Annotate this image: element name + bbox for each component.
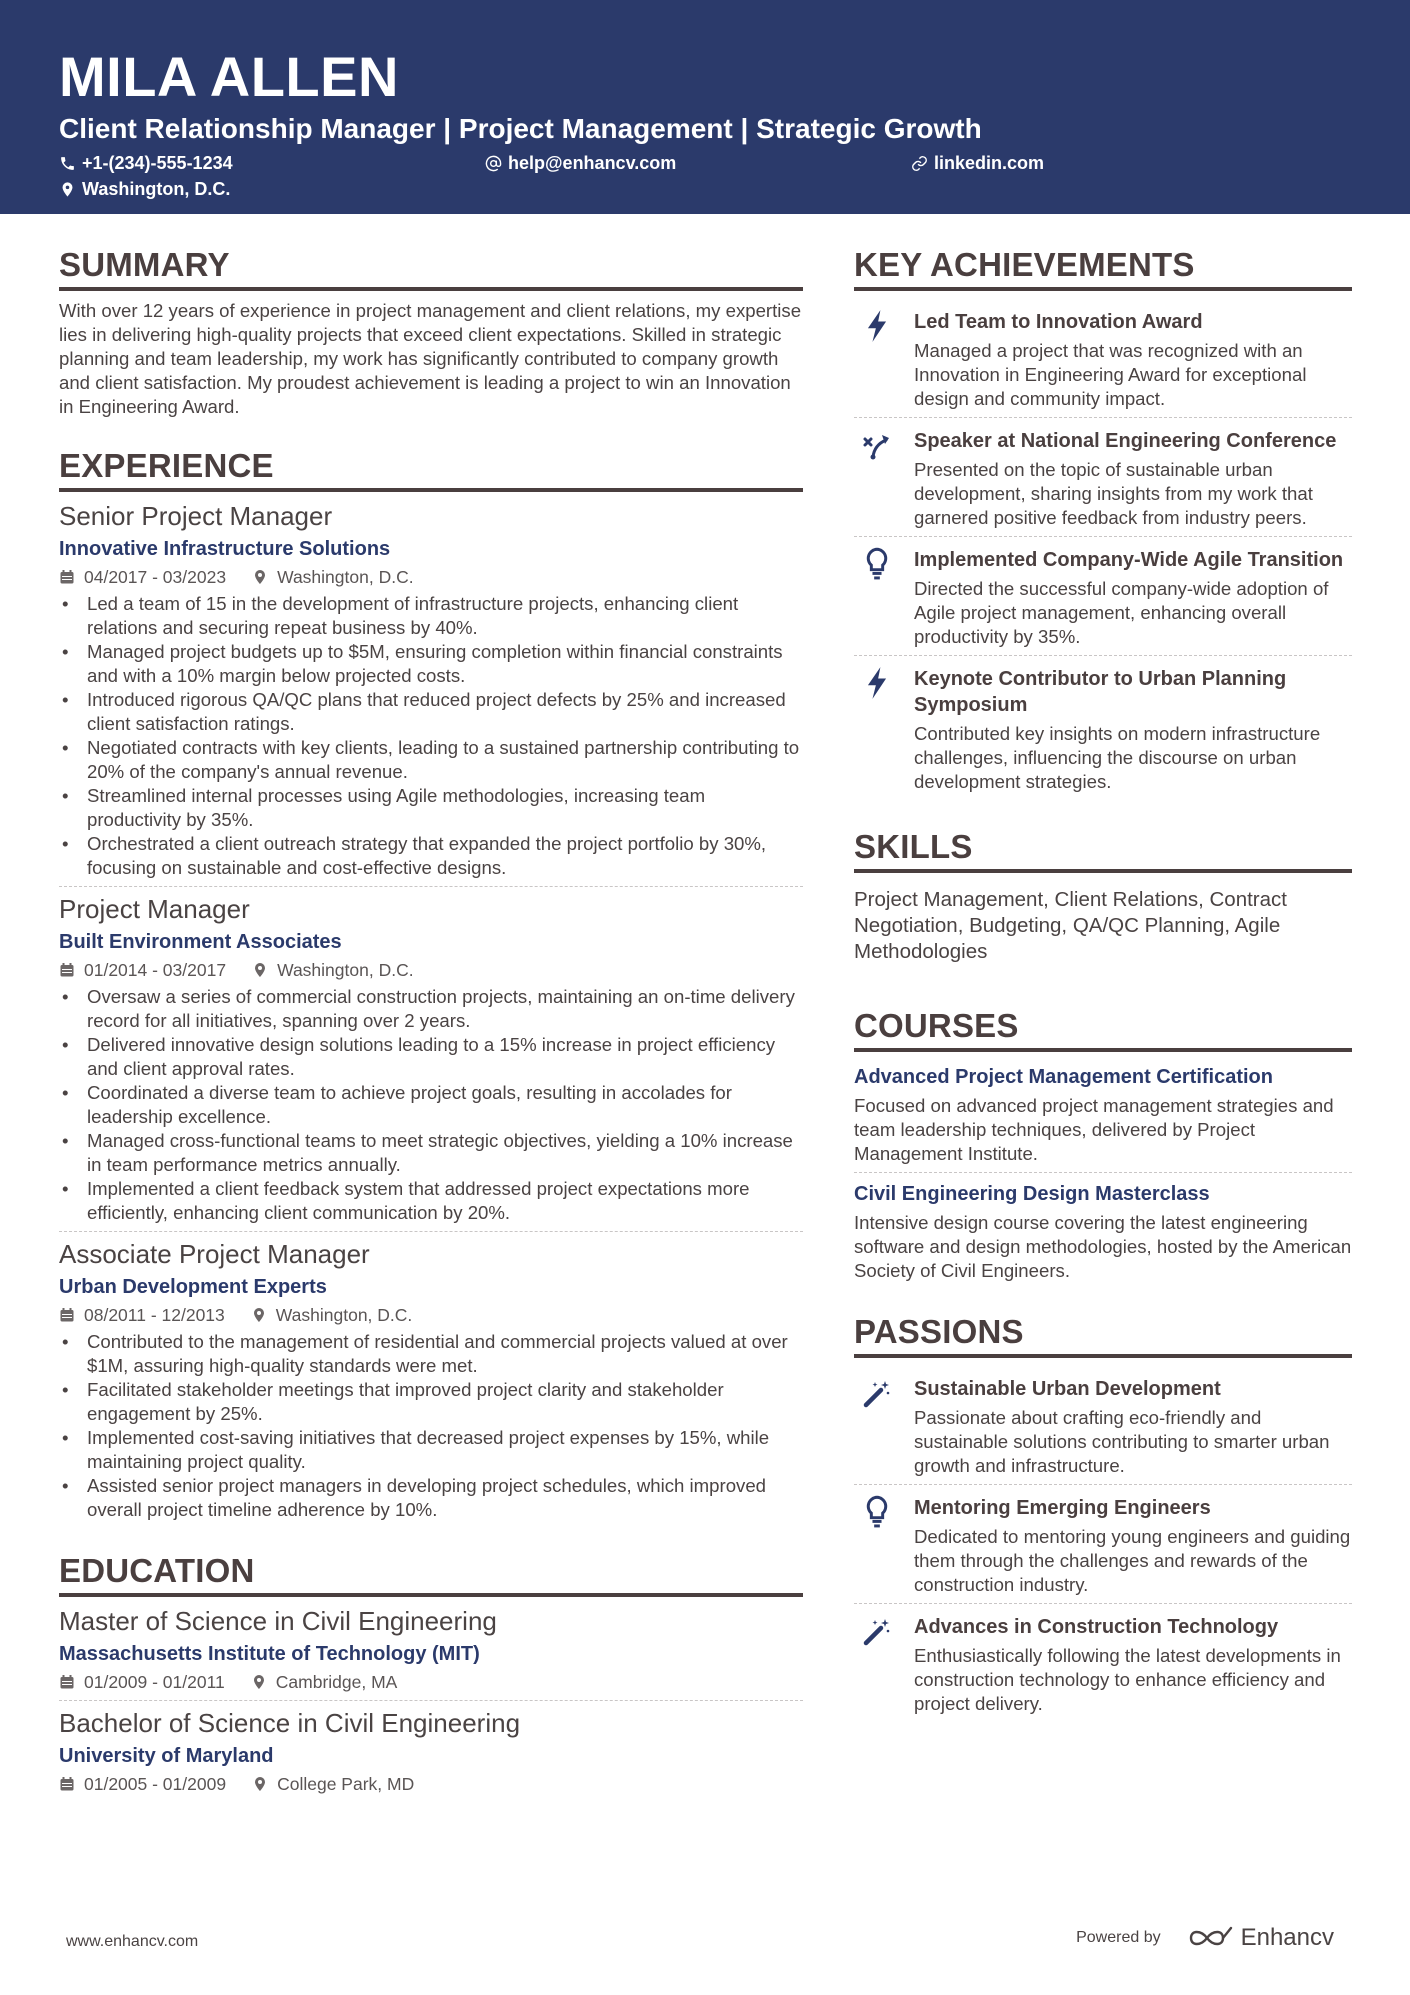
- job-bullets: [59, 592, 803, 880]
- bullet-item: • Contributed to the management of residential and commercial projects valued at over $1M, assuring high-quality standards were met.: [59, 1330, 803, 1378]
- achievement-title: Speaker at National Engineering Conference: [914, 430, 1337, 452]
- location-pin-icon: [59, 181, 76, 198]
- school: Massachusetts Institute of Technology (MIT): [59, 1643, 480, 1665]
- divider: [59, 1231, 803, 1232]
- job-location: Washington, D.C.: [277, 567, 414, 587]
- location-pin-icon: [251, 1674, 267, 1690]
- lightning-icon: [862, 666, 892, 700]
- job-role: Associate Project Manager: [59, 1239, 370, 1269]
- enhancv-logo[interactable]: [1187, 1924, 1334, 1952]
- education-section: [59, 1552, 803, 1796]
- education-entry: [59, 1707, 803, 1796]
- powered-by-label: Powered by: [1076, 1929, 1161, 1946]
- job-company: Urban Development Experts: [59, 1276, 327, 1298]
- job-role: Project Manager: [59, 894, 250, 924]
- education-entry: [59, 1605, 803, 1701]
- job-dates: 01/2014 - 03/2017: [84, 960, 227, 980]
- achievement-title: Implemented Company-Wide Agile Transition: [914, 549, 1344, 571]
- linkedin-text: linkedin.com: [934, 152, 1045, 173]
- brand-name: Enhancv: [1240, 1924, 1334, 1951]
- summary-section: [59, 246, 803, 419]
- email-contact[interactable]: [485, 151, 676, 175]
- location-contact: [59, 177, 230, 201]
- phone-text: +1-(234)-555-1234: [82, 152, 233, 173]
- passion-desc: Passionate about crafting eco-friendly and sustainable solutions contributing to smarter urban growth and infrastructure.: [914, 1407, 1330, 1476]
- job-location: Washington, D.C.: [277, 960, 414, 980]
- footer-website[interactable]: www.enhancv.com: [66, 1933, 199, 1950]
- education-dates: 01/2005 - 01/2009: [84, 1774, 227, 1794]
- education-meta: [59, 1670, 803, 1694]
- course-desc: Focused on advanced project management strategies and team leadership techniques, delivered by Project Management Institute.: [854, 1095, 1334, 1164]
- school: University of Maryland: [59, 1745, 274, 1767]
- location-pin-icon: [252, 1776, 268, 1792]
- enhancv-logo-icon: [1187, 1924, 1235, 1952]
- education-location: College Park, MD: [277, 1774, 415, 1794]
- calendar-icon: [59, 1776, 75, 1792]
- job-meta: [59, 958, 803, 982]
- achievement-item: [854, 656, 1352, 800]
- experience-entry: [59, 893, 803, 1232]
- job-role: Senior Project Manager: [59, 501, 333, 531]
- degree: Bachelor of Science in Civil Engineering: [59, 1708, 521, 1738]
- location-pin-icon: [251, 1307, 267, 1323]
- course-item: [854, 1060, 1352, 1166]
- bullet-item: • Managed project budgets up to $5M, ensuring completion within financial constraints and with a 10% margin below projected costs.: [59, 640, 803, 688]
- job-company: Built Environment Associates: [59, 931, 342, 953]
- bullet-item: • Implemented a client feedback system that addressed project expectations more efficiently, enhancing client communication by 20%.: [59, 1177, 803, 1225]
- experience-entry: [59, 500, 803, 887]
- at-icon: [485, 155, 502, 172]
- calendar-icon: [59, 962, 75, 978]
- achievements-title: KEY ACHIEVEMENTS: [854, 246, 1352, 291]
- achievement-desc: Managed a project that was recognized with an Innovation in Engineering Award for exceptional design and community impact.: [914, 340, 1307, 409]
- link-icon: [911, 155, 928, 172]
- education-location: Cambridge, MA: [275, 1672, 398, 1692]
- passion-desc: Dedicated to mentoring young engineers and guiding them through the challenges and rewards of the construction industry.: [914, 1526, 1351, 1595]
- experience-title: EXPERIENCE: [59, 447, 803, 492]
- job-dates: 08/2011 - 12/2013: [84, 1305, 225, 1325]
- passion-item: [854, 1604, 1352, 1722]
- footer-branding: [1076, 1924, 1334, 1952]
- achievement-title: Keynote Contributor to Urban Planning Symposium: [914, 668, 1287, 716]
- achievement-desc: Presented on the topic of sustainable urban development, sharing insights from my work that garnered positive feedback from industry peers.: [914, 459, 1313, 528]
- skills-text: Project Management, Client Relations, Contract Negotiation, Budgeting, QA/QC Planning, Agile Methodologies: [854, 888, 1287, 963]
- left-column: [59, 246, 803, 1796]
- phone-icon: [59, 155, 76, 172]
- candidate-name: MILA ALLEN: [59, 45, 399, 108]
- skills-title: SKILLS: [854, 828, 1352, 873]
- course-desc: Intensive design course covering the latest engineering software and design methodologies, hosted by the American Society of Civil Engineers.: [854, 1212, 1352, 1281]
- experience-entry: [59, 1238, 803, 1522]
- achievements-section: [854, 246, 1352, 800]
- education-meta: [59, 1772, 803, 1796]
- achievement-desc: Directed the successful company-wide adoption of Agile project management, enhancing overall productivity by 35%.: [914, 578, 1329, 647]
- achievement-title: Led Team to Innovation Award: [914, 311, 1203, 333]
- passion-title: Advances in Construction Technology: [914, 1616, 1279, 1638]
- bullet-item: • Oversaw a series of commercial construction projects, maintaining an on-time delivery record for all initiatives, spanning over 2 years.: [59, 985, 803, 1033]
- linkedin-contact[interactable]: [911, 151, 1044, 175]
- bullet-item: • Orchestrated a client outreach strategy that expanded the project portfolio by 30%, focusing on sustainable and cost-effective designs.: [59, 832, 803, 880]
- bullet-item: • Coordinated a diverse team to achieve project goals, resulting in accolades for leadership excellence.: [59, 1081, 803, 1129]
- calendar-icon: [59, 569, 75, 585]
- magic-wand-icon: [862, 1614, 892, 1648]
- bullet-item: • Managed cross-functional teams to meet strategic objectives, yielding a 10% increase in team performance metrics annually.: [59, 1129, 803, 1177]
- passions-title: PASSIONS: [854, 1313, 1352, 1358]
- achievement-item: [854, 418, 1352, 536]
- course-title: Civil Engineering Design Masterclass: [854, 1183, 1210, 1205]
- bullet-item: • Introduced rigorous QA/QC plans that reduced project defects by 25% and increased client satisfaction ratings.: [59, 688, 803, 736]
- job-bullets: [59, 1330, 803, 1522]
- email-text: help@enhancv.com: [508, 152, 677, 173]
- resume-header: [0, 0, 1410, 214]
- job-bullets: [59, 985, 803, 1225]
- bullet-item: • Negotiated contracts with key clients, leading to a sustained partnership contributing to 20% of the company's annual revenue.: [59, 736, 803, 784]
- job-meta: [59, 1303, 803, 1327]
- bullet-item: • Streamlined internal processes using Agile methodologies, increasing team productivity by 35%.: [59, 784, 803, 832]
- job-company: Innovative Infrastructure Solutions: [59, 538, 391, 560]
- lightbulb-icon: [862, 1495, 892, 1529]
- bullet-item: • Assisted senior project managers in developing project schedules, which improved overall project timeline adherence by 10%.: [59, 1474, 803, 1522]
- achievement-item: [854, 299, 1352, 417]
- lightbulb-icon: [862, 547, 892, 581]
- passions-section: [854, 1313, 1352, 1722]
- location-text: Washington, D.C.: [82, 178, 231, 199]
- passion-desc: Enthusiastically following the latest developments in construction technology to enhance efficiency and project delivery.: [914, 1645, 1341, 1714]
- bullet-item: • Delivered innovative design solutions leading to a 15% increase in project efficiency and client approval rates.: [59, 1033, 803, 1081]
- location-pin-icon: [252, 569, 268, 585]
- headline: Client Relationship Manager | Project Management | Strategic Growth: [59, 113, 982, 144]
- passion-title: Sustainable Urban Development: [914, 1378, 1221, 1400]
- passion-item: [854, 1485, 1352, 1603]
- experience-section: [59, 447, 803, 1522]
- passion-item: [854, 1366, 1352, 1484]
- achievement-desc: Contributed key insights on modern infrastructure challenges, influencing the discourse on urban development strategies.: [914, 723, 1321, 792]
- calendar-icon: [59, 1307, 75, 1323]
- education-title: EDUCATION: [59, 1552, 803, 1597]
- bullet-item: • Implemented cost-saving initiatives that decreased project expenses by 15%, while maintaining project quality.: [59, 1426, 803, 1474]
- courses-section: [854, 1007, 1352, 1283]
- job-location: Washington, D.C.: [275, 1305, 413, 1325]
- location-pin-icon: [252, 962, 268, 978]
- job-meta: [59, 565, 803, 589]
- job-dates: 04/2017 - 03/2023: [84, 567, 227, 587]
- degree: Master of Science in Civil Engineering: [59, 1606, 497, 1636]
- strategy-icon: [862, 428, 892, 462]
- passion-title: Mentoring Emerging Engineers: [914, 1497, 1211, 1519]
- calendar-icon: [59, 1674, 75, 1690]
- course-title: Advanced Project Management Certification: [854, 1066, 1273, 1088]
- summary-text: With over 12 years of experience in project management and client relations, my expertise lies in delivering high-quality projects that exceed client expectations. Skilled in strategic planning and team leadership, my work has significantly contributed to company growth and client satisfaction. My proudest achievement is leading a project to win an Innovation in Engineering Award.: [59, 300, 802, 417]
- bullet-item: • Facilitated stakeholder meetings that improved project clarity and stakeholder engagement by 25%.: [59, 1378, 803, 1426]
- right-column: [854, 246, 1352, 1722]
- divider: [59, 1700, 803, 1701]
- phone-contact[interactable]: [59, 151, 233, 175]
- skills-section: [854, 828, 1352, 965]
- contact-info: [59, 151, 1351, 207]
- courses-title: COURSES: [854, 1007, 1352, 1052]
- course-item: [854, 1173, 1352, 1283]
- bullet-item: • Led a team of 15 in the development of infrastructure projects, enhancing client relations and securing repeat business by 40%.: [59, 592, 803, 640]
- achievement-item: [854, 537, 1352, 655]
- summary-title: SUMMARY: [59, 246, 803, 291]
- magic-wand-icon: [862, 1376, 892, 1410]
- divider: [59, 886, 803, 887]
- education-dates: 01/2009 - 01/2011: [84, 1672, 225, 1692]
- lightning-icon: [862, 309, 892, 343]
